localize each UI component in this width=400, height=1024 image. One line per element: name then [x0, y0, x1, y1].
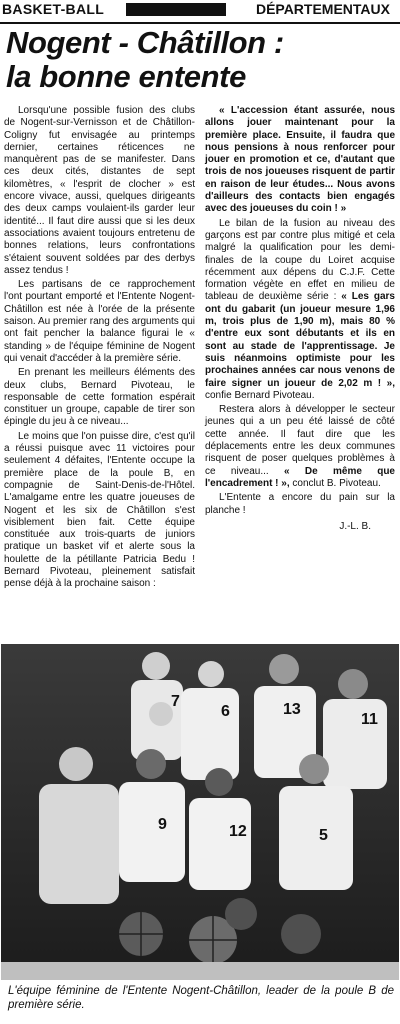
team-photo-illustration [1, 644, 399, 980]
quote-bold: « De même que l'encadrement ! », [205, 465, 395, 489]
article-paragraph: L'Entente a encore du pain sur la planche ! [205, 492, 395, 516]
headline-line-1: Nogent - Châtillon : [6, 25, 284, 60]
author-signature: J.-L. B. [339, 520, 371, 532]
black-bar-decoration [126, 3, 226, 16]
rubric-basket-ball: BASKET-BALL [2, 1, 105, 17]
jersey-number: 5 [319, 827, 328, 844]
quote-bold: « Les gars ont du gabarit (un joueur mesure 1,96 m, trois plus de 1,90 m), mais 80 % d'entre eux sont débutants et ils en sont au stade de l'apprentissage. Je suis néanmoins optimiste pour les prochaines années car nous venons de faire signer un joueur de 2,02 m ! », [205, 291, 395, 389]
article-paragraph: Lorsqu'une possible fusion des clubs de Nogent-sur-Vernisson et de Châtillon-Coligny fut envisagée au printemps dernier, certaines réticences ne manquèrent pas de se manifester. Dans ces deux cités, distantes de sept kilomètres, « l'esprit de clocher » est encore vivace, aussi, quelques dirigeants des deux camps voulaient-ils garder leur identité... Il faut dire aussi que si les deux associations avaient toujours entretenu de bonnes relations, leurs confrontations s'étaient souvent soldées par des derbys assez tendus ! [4, 105, 195, 276]
article-column-right [205, 105, 395, 533]
jersey-number: 6 [221, 703, 230, 720]
jersey-number: 7 [171, 693, 180, 710]
article-paragraph: Les partisans de ce rapprochement l'ont pourtant emporté et l'Entente Nogent-Châtillon est née à l'orée de la présente saison. Au premier rang des arguments qui ont fait pencher la balance figurai le « standing » de l'équipe féminine de Nogent qui venait d'accéder à la première série. [4, 279, 195, 364]
paragraph-text: Le bilan de la fusion au niveau des garçons est par contre plus mitigé et cela malgré la qualification pour les demi-finales de la coupe du Loiret acquise récemment aux dépens du C.J.F. Cette formation végète en effet en milieu de tableau de deuxième série : [205, 217, 395, 303]
paragraph-text: confie Bernard Pivoteau. [205, 389, 315, 401]
jersey-number: 13 [283, 701, 301, 718]
article-paragraph: En prenant les meilleurs éléments des deux clubs, Bernard Pivoteau, le responsable de cette formation espérait constituer un groupe, capable de tirer son épingle du jeu à ce niveau... [4, 367, 195, 428]
quote-bold: « L'accession étant assurée, nous allons jouer maintenant pour la première place. Ensuite, il faudra que nous pensions à nous renforcer pour jouer en promotion et ce, d'autant que trois de nos joueuses risquent de partir en raison de leur études... Nous avons d'ailleurs des contacts bien engagés avec des joueuses du coin ! » [205, 105, 395, 215]
article-paragraph [205, 404, 395, 490]
article-column-left [4, 105, 195, 593]
article-headline [6, 26, 396, 94]
team-photo [1, 644, 399, 980]
jersey-number: 12 [229, 823, 247, 840]
jersey-number: 11 [361, 711, 378, 728]
section-header [0, 0, 400, 24]
paragraph-text: conclut B. Pivoteau. [292, 477, 381, 489]
photo-caption: L'équipe féminine de l'Entente Nogent-Châtillon, leader de la poule B de première série. [8, 985, 394, 1011]
paragraph-text: Restera alors à développer le secteur jeunes qui a un peu été laissé de côté cette année. Il faut dire que les déplacements entre les deux communes risquent de poser quelques problèmes à ce niveau... [205, 404, 395, 477]
jersey-number: 9 [158, 816, 167, 833]
article-paragraph: Le moins que l'on puisse dire, c'est qu'il a réussi puisque avec 11 victoires pour seulement 4 défaites, l'Entente occupe la première place de la poule B, en compagnie de Saint-Denis-de-l'Hôtel. L'amalgame entre les quatre joueuses de Nogent et les six de Châtillon s'est visiblement bien fait. Cette équipe constituée aux trois-quarts de juniors pratique un basket vif et alerte sous la houlette de la pétillante Patricia Bedu ! Bernard Pivoteau, pleinement satisfait pense déjà à la prochaine saison : [4, 430, 195, 590]
rubric-departementaux: DÉPARTEMENTAUX [255, 1, 390, 17]
article-paragraph [205, 218, 395, 402]
article-paragraph [205, 105, 395, 216]
headline-line-2: la bonne entente [6, 59, 246, 94]
